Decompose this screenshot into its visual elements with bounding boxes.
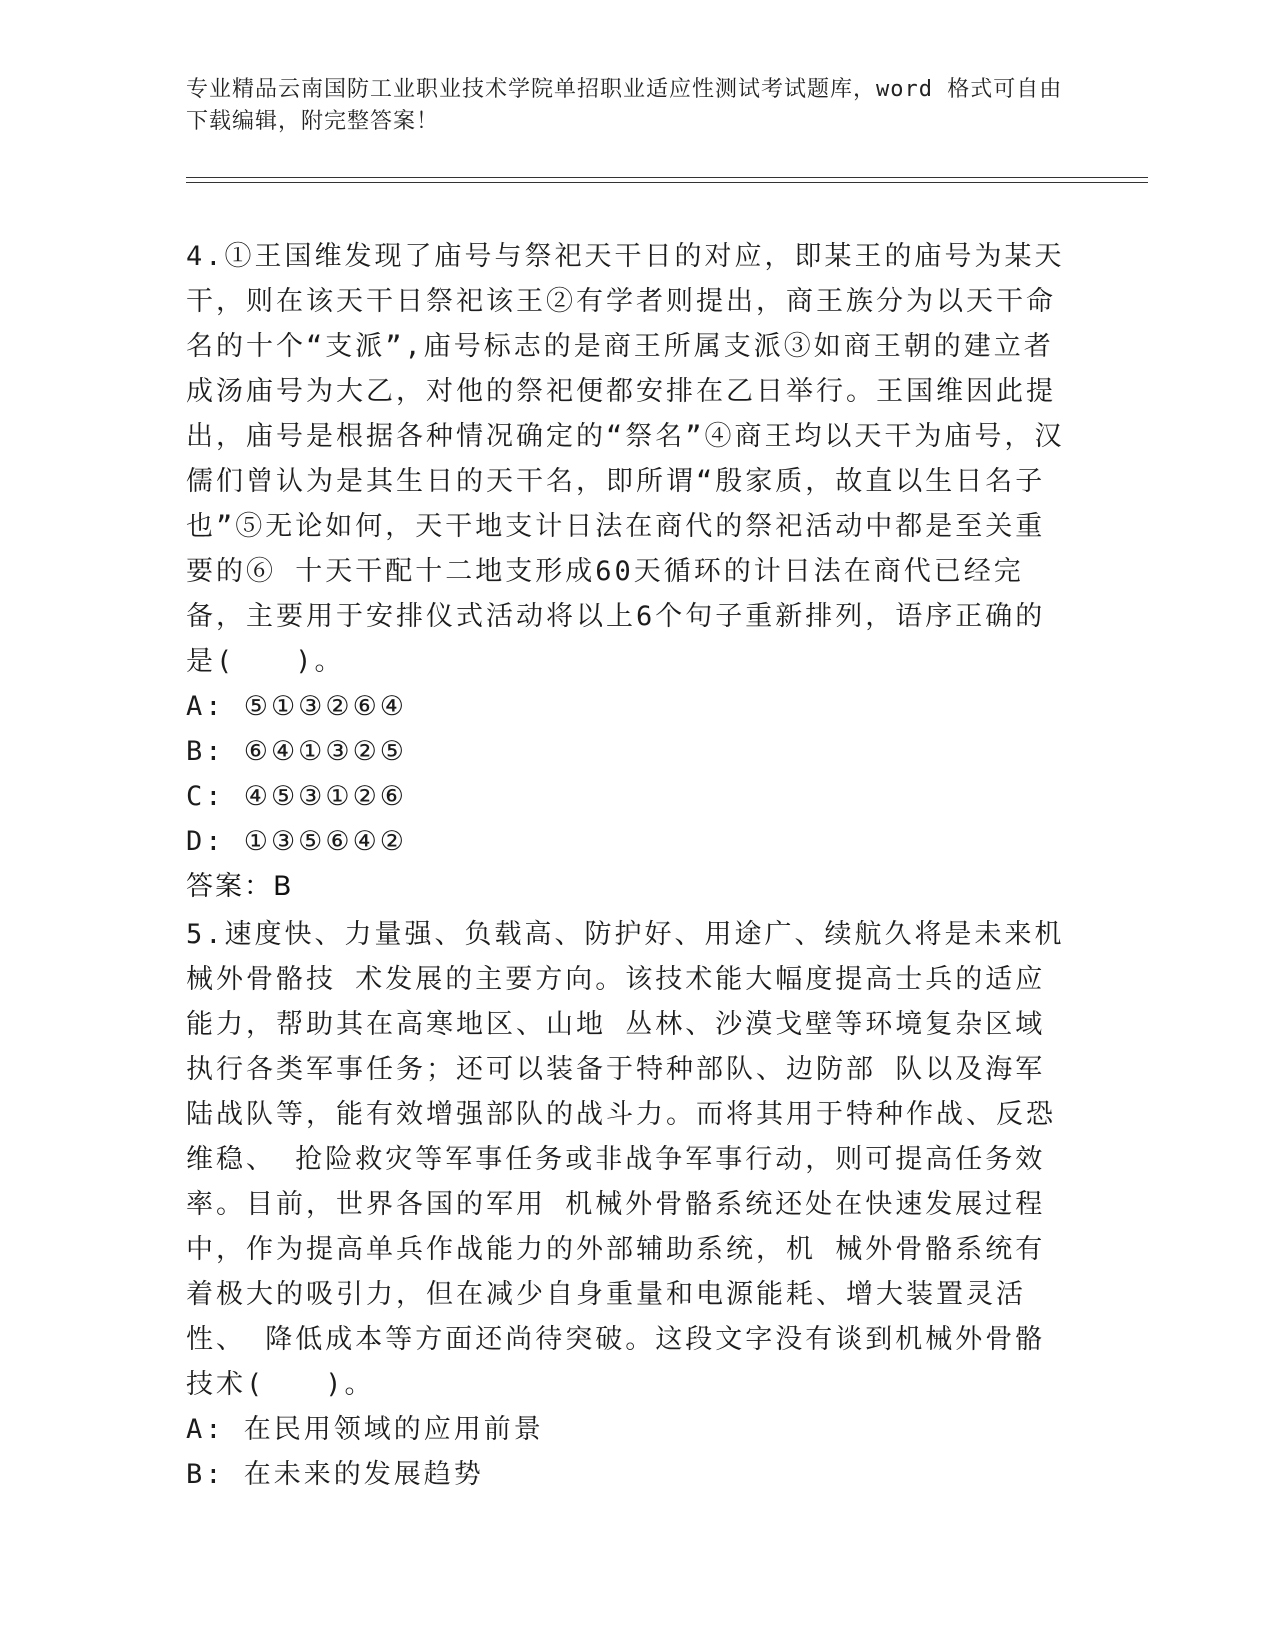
question-stem: 4.①王国维发现了庙号与祭祀天干日的对应，即某王的庙号为某天干，则在该天干日祭祀该王②有学者则提出，商王族分为以天干命名的十个“支派”,庙号标志的是商王所属支派③如商王朝的建立者成汤庙号为大乙，对他的祭祀便都安排在乙日举行。王国维因此提出，庙号是根据各种情况确定的“祭名”④商王均以天干为庙号，汉儒们曾认为是其生日的天干名，即所谓“殷家质，故直以生日名子也”⑤无论如何，天干地支计日法在商代的祭祀活动中都是至关重要的⑥ 十天干配十二地支形成60天循环的计日法在商代已经完备，主要用于安排仪式活动将以上6个句子重新排列，语序正确的是( )。 bbox=[186, 241, 1065, 677]
question-4 bbox=[186, 234, 1066, 910]
option-a: A: 在民用领域的应用前景 bbox=[186, 1414, 544, 1445]
option-b: B: ⑥④①③②⑤ bbox=[186, 736, 407, 767]
option-a: A: ⑤①③②⑥④ bbox=[186, 691, 407, 722]
option-d: D: ①③⑤⑥④② bbox=[186, 826, 407, 857]
option-b: B: 在未来的发展趋势 bbox=[186, 1459, 484, 1490]
question-stem: 5.速度快、力量强、负载高、防护好、用途广、续航久将是未来机械外骨骼技 术发展的主要方向。该技术能大幅度提高士兵的适应能力，帮助其在高寒地区、山地 丛林、沙漠戈壁等环境复杂区域执行各类军事任务；还可以装备于特种部队、边防部 队以及海军陆战队等，能有效增强部队的战斗力。而将其用于特种作战、反恐维稳、 抢险救灾等军事任务或非战争军事行动，则可提高任务效率。目前，世界各国的军用 机械外骨骼系统还处在快速发展过程中，作为提高单兵作战能力的外部辅助系统，机 械外骨骼系统有着极大的吸引力，但在减少自身重量和电源能耗、增大装置灵活性、 降低成本等方面还尚待突破。这段文字没有谈到机械外骨骼技术( )。 bbox=[186, 919, 1065, 1400]
document-header: 专业精品云南国防工业职业技术学院单招职业适应性测试考试题库，word 格式可自由下载编辑，附完整答案！ bbox=[186, 77, 1063, 134]
header-divider-bottom bbox=[186, 182, 1148, 183]
answer-label: 答案：B bbox=[186, 871, 294, 902]
question-5 bbox=[186, 912, 1066, 1497]
option-c: C: ④⑤③①②⑥ bbox=[186, 781, 407, 812]
header-divider-top bbox=[186, 177, 1148, 178]
